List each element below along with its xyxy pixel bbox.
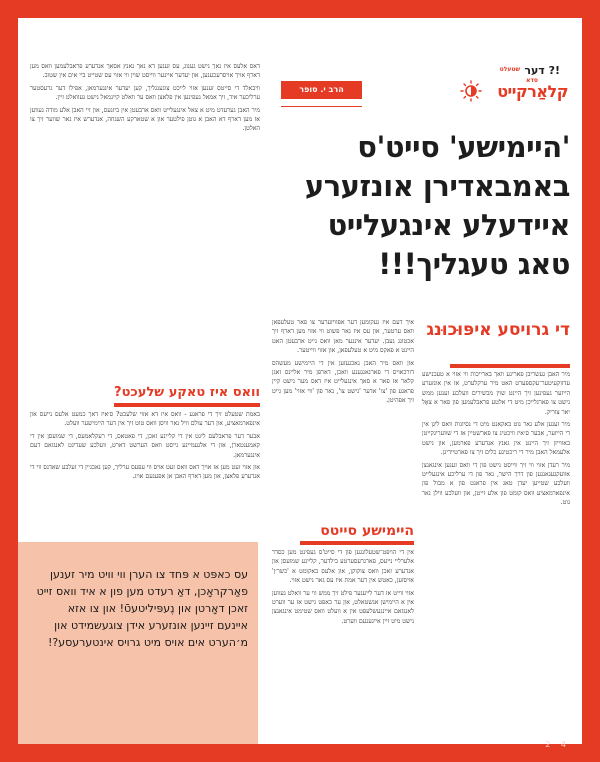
- headline: 'היימישע' סייט'ס באמבאדירן אונזערע איידעלע אינגעלייט טאג טעגליך!!!: [304, 130, 570, 281]
- heimish-subheading: היימישע סייטס: [320, 523, 414, 539]
- magazine-page: [18, 18, 582, 744]
- brand-name: קלאַרקייט: [497, 82, 568, 101]
- author-tag: הרב י. סופר: [281, 81, 362, 99]
- talk-paragraph-2: אבער דער פראבלעם ליגט אין די קליינע זאכן, די פאטאס, די רעקלאמעס, די שמועסן אין די קאמענטארן, און די אלגעמיינע גייסט וואס הערשט דארט, וועלכע שעדיגט לאנגזאם דעם אינגערמאן.: [30, 432, 260, 459]
- talk-paragraph-3: און אזוי זעט מען אז אויך דאס וואס זעט אויס ווי עפּעס ערליך, קען נאכגיין די זעלבע שאדנס ווי די אנדערע פלאצן, און מען דארף האבן אן אפענעם אויג.: [30, 464, 260, 481]
- intro-paragraph-1: מיר האבן געשריבן פאריגע וואך בארייכות ווי אזוי א טעכנישע עדזוקעיטער־עקספּערט האט מיר ערקלערט, אז אין אונזערע הייזער געפינען זיך היינט שוין מכשירים וועלכע זענען ממש נישט צו פארגלייכן מיט די אלטע פראבלעמען פון פאר א צאָל יאר צוריק.: [422, 371, 570, 416]
- middle-column: [272, 318, 414, 518]
- page-number: 2 4: [545, 740, 570, 749]
- intro-column: [422, 370, 570, 742]
- sun-half-icon: [460, 80, 482, 102]
- left-column-top: [30, 62, 260, 380]
- left-column-bottom: [30, 410, 260, 534]
- author-rule: [281, 106, 362, 107]
- brand-small-mid: !? דער: [524, 64, 560, 77]
- brand-small-top: שטעלט: [499, 66, 520, 73]
- heimish-column: [272, 548, 414, 742]
- intro-underline: [450, 364, 570, 368]
- intro-paragraph-3: מיר רעדן אזוי ווי זיך ווייסט נישט פון די וואס זענען אינגאנצן אוועקגעגאנגען פון דרך הישר, נאר פון די ערליכע אינגעלייט וועלכע שטייען יעדן טאג אין פראנט פון א מבול פון אינפארמאציע וואס קומט פון אלע זייטן, און וועלכע ווילן נאר גוט.: [422, 461, 570, 507]
- brand-logo: [458, 62, 568, 110]
- talk-paragraph-1: באמת שטעלט זיך די פראגע - וואס איז דא אזוי שלעכט? ס׳איז דאך כמעט אלעס נייעס און אינפארמאציע, און דער עולם וויל נאר וויסן וואס טוט זיך אין דער היימישער וועלט.: [30, 411, 260, 428]
- intro-paragraph-2: מיר זענען אלע גאר גוט באקאנט מיט די נסיונות וואס ליגן אין די הייזער, אבער ס׳איז וויכטיג צו פארשטיין אז די שוועריגקייטן באווייזן זיך היינט אין גאנץ אנדערע פארמען, און נישט אלעמאל האבן מיר די ריכטיגע כלים זיך צו פארטיידיגן.: [422, 421, 570, 457]
- pull-quote-text: עס כאפּט א פּחד צו הערן ווי וויט מיר זענען פאַרקראָכן, דאַ רעדט מען פון א איד וואס זייט זאכן דאָרטן און נֶעפּיליטעטֿ! און צו אזא איינעם זיינען אונזערע אידן צוגעשמידט און מ׳הערט אים אויס מיט גרויס אינטערעסע?!: [36, 568, 248, 649]
- pull-quote-box: [18, 542, 258, 744]
- left-paragraph-1: דאס אלעס איז נאך נישט גענוג, עס זענען דא נאך גאנץ אסאך אנדערע פראבלעמען וואס מען דארף אויך אויסרעכענען, און יעדער איינער ווייסט שוין ווי אזוי עס שטייט ביי אים אין שטוב.: [30, 63, 260, 80]
- heimish-underline: [300, 541, 414, 545]
- brand-small-line: סדא: [526, 77, 538, 84]
- talk-subheading: וואס איז טאקע שלעכט?: [114, 385, 260, 400]
- left-paragraph-3: מיר האבן גערעדט מיט א צאל אינגעלייט וואס ארבעטן אין ביזנעס, און זיי האבן אלע מודה געווען אז מען דארף דא האבן א גוטן פילטער און א שטארקע השגחה, אנדערש איז גאר שווער זיך צו האלטן.: [30, 106, 260, 133]
- talk-underline: [114, 403, 260, 407]
- middle-paragraph-1: איך דעם איז געקומען דער אפּוויזערער צו פאר טעלעפאן וואס ערטער, און עס איז גאר פשוט ווי אזוי מען דארף זיך אכטונג געבן. יעדער אינגער מאן וואס גייט ארבעטן האט היינט א פאקס מיט א טעלעפאן, און אזוי ווייטער.: [272, 319, 414, 355]
- heimish-paragraph-1: אין די הויפּט־שטעלונגען פון די סייט'ס געפינט מען כסדר אלערליי נייעס, פארגרעסערטע בילדער, קליינע שמועסן און אנדערע זאכן וואס צוקוקן, און אלעס באקומט א 'כשר׳ן' אויסזען, כאטש אין דער אמת איז עס גאר נישט אזוי.: [272, 549, 414, 585]
- heimish-paragraph-2: אזוי ווייט אז דער לייענער פילט זיך ממש ווי ער וואלט געווען אין א היימישן אנשטאלט, און ער כאפּט נישט אז ער ווערט לאנגזאם איינגעשלעפּט אין א וועלט וואס שטימט אינגאנצן נישט מיט זיין אייגענעם ווערט.: [272, 589, 414, 625]
- left-paragraph-2: וויבאלד די סייטס זענען אזוי לייכט צוגענגליך, קען יעדער אינגערמאן, אפילו דער גרעסטער ערליכער איד, זיך אמאל געפינען אין פלאצן וואס ער וואלט קיינמאל נישט געוואלט זיין.: [30, 84, 260, 102]
- middle-paragraph-2: און וואס מיר האבן נאכגעזען אין די היימישע מעשהס דורכאויס די פארגאנגענע וואכן, דארפן מיר אליינס זאגן קלאר אז פאר א סאך אינגעלייט איז דאס מער נישט קיין פראגע פון 'צו' אדער 'נישט צו', נאר פון 'ווי אזוי' מען גייט זיך אפּהיטן.: [272, 359, 414, 405]
- intro-subheading: די גרויסע איפּוּכוּנג: [426, 320, 570, 340]
